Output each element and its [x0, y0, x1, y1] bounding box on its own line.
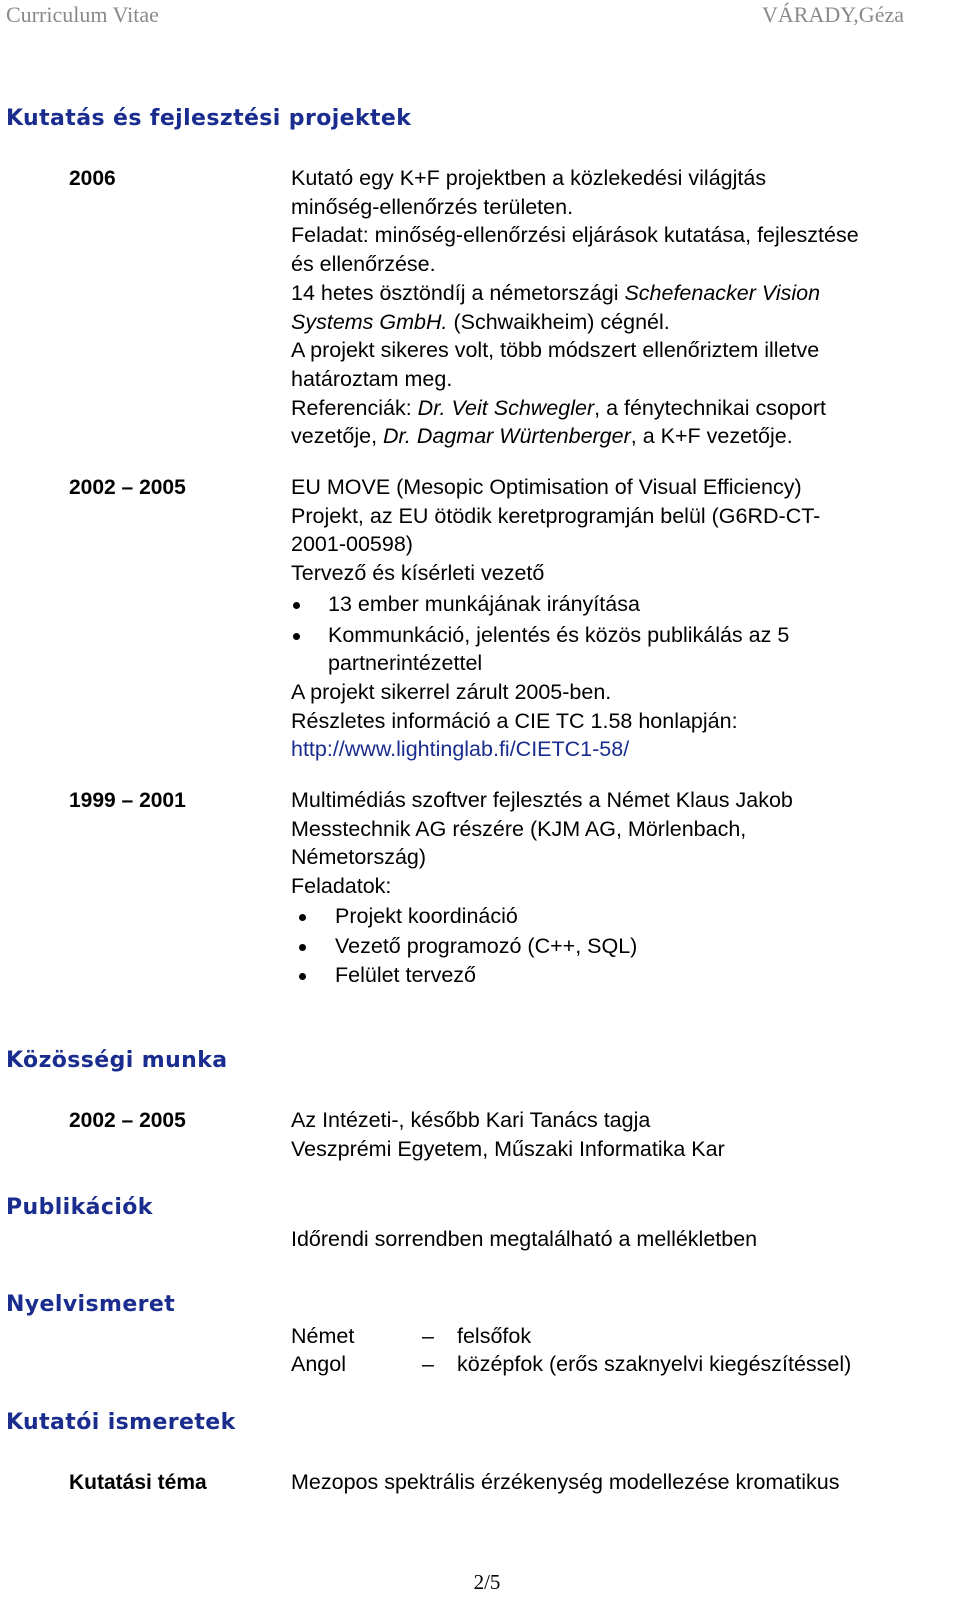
project-date: 2002 – 2005: [69, 476, 186, 499]
text-line: 14 hetes ösztöndíj a németországi Schefenacker Vision: [291, 280, 821, 305]
text-line: Részletes információ a CIE TC 1.58 honlapján:: [291, 708, 738, 733]
language-level: felsőfok: [457, 1324, 532, 1348]
text-line: Projekt, az EU ötödik keretprogramján belül (G6RD-CT-: [291, 503, 821, 528]
text-line: 2001-00598): [291, 532, 413, 557]
section-heading-research-knowledge: Kutatói ismeretek: [6, 1410, 236, 1435]
text-line: Systems GmbH. (Schwaikheim) cégnél.: [291, 309, 670, 334]
bullet-item: Vezető programozó (C++, SQL): [291, 932, 951, 961]
bullet-dot-icon: [299, 973, 306, 980]
research-topic-label: Kutatási téma: [69, 1471, 207, 1494]
section-heading-languages: Nyelvismeret: [6, 1292, 176, 1317]
bullet-item: 13 ember munkájának irányítása: [291, 590, 951, 619]
language-name: Angol: [291, 1352, 346, 1376]
project-link[interactable]: http://www.lightinglab.fi/CIETC1-58/: [291, 737, 630, 762]
text-line: határoztam meg.: [291, 366, 453, 391]
bullet-dot-icon: [299, 944, 306, 951]
page-number: 2/5: [473, 1570, 501, 1594]
bullet-dot-icon: [293, 633, 300, 640]
publications-text: Időrendi sorrendben megtalálható a mellékletben: [291, 1227, 758, 1251]
language-dash: –: [422, 1324, 434, 1348]
text-line: Az Intézeti-, később Kari Tanács tagja: [291, 1108, 651, 1132]
community-date: 2002 – 2005: [69, 1109, 186, 1132]
project-description: [291, 473, 951, 764]
text-line: Feladatok:: [291, 874, 392, 899]
text-line: Multimédiás szoftver fejlesztés a Német Klaus Jakob: [291, 788, 793, 812]
project-description: [291, 164, 951, 451]
section-heading-community: Közösségi munka: [6, 1048, 228, 1073]
references-line: Referenciák: Dr. Veit Schwegler, a fénytechnikai csoport: [291, 395, 826, 420]
text-line: Tervező és kísérleti vezető: [291, 561, 545, 586]
text-line: A projekt sikeres volt, több módszert ellenőriztem illetve: [291, 338, 820, 363]
bullet-item: Projekt koordináció: [291, 902, 951, 931]
text-line: EU MOVE (Mesopic Optimisation of Visual Efficiency): [291, 475, 802, 499]
language-name: Német: [291, 1324, 355, 1348]
section-heading-publications: Publikációk: [6, 1195, 153, 1220]
language-dash: –: [422, 1352, 434, 1376]
section-heading-research-projects: Kutatás és fejlesztési projektek: [6, 106, 412, 131]
header-title: Curriculum Vitae: [6, 2, 159, 27]
bullet-dot-icon: [293, 602, 300, 609]
text-line: Németország): [291, 845, 427, 870]
project-description: [291, 786, 951, 990]
research-topic-text: Mezopos spektrális érzékenység modellezése kromatikus: [291, 1470, 840, 1494]
text-line: Messtechnik AG részére (KJM AG, Mörlenbach,: [291, 816, 747, 841]
header-author: VÁRADY,Géza: [762, 2, 904, 27]
language-row: [291, 1322, 951, 1350]
bullet-dot-icon: [299, 914, 306, 921]
project-date: 1999 – 2001: [69, 789, 186, 812]
languages-list: [291, 1322, 951, 1378]
text-line: és ellenőrzése.: [291, 252, 436, 277]
project-date: 2006: [69, 167, 116, 190]
text-line: Kutató egy K+F projektben a közlekedési világjtás: [291, 166, 767, 190]
bullet-item: Kommunkáció, jelentés és közös publikálás az 5 partnerintézettel: [291, 621, 951, 678]
language-row: [291, 1350, 951, 1378]
text-line: minőség-ellenőrzés területen.: [291, 194, 574, 219]
text-line: Veszprémi Egyetem, Műszaki Informatika Kar: [291, 1136, 725, 1161]
text-line: Feladat: minőség-ellenőrzési eljárások kutatása, fejlesztése: [291, 223, 859, 248]
language-level: középfok (erős szaknyelvi kiegészítéssel): [457, 1352, 852, 1376]
references-line: vezetője, Dr. Dagmar Würtenberger, a K+F vezetője.: [291, 424, 793, 449]
community-description: [291, 1106, 951, 1163]
bullet-item: Felület tervező: [291, 961, 951, 990]
text-line: A projekt sikerrel zárult 2005-ben.: [291, 679, 612, 704]
